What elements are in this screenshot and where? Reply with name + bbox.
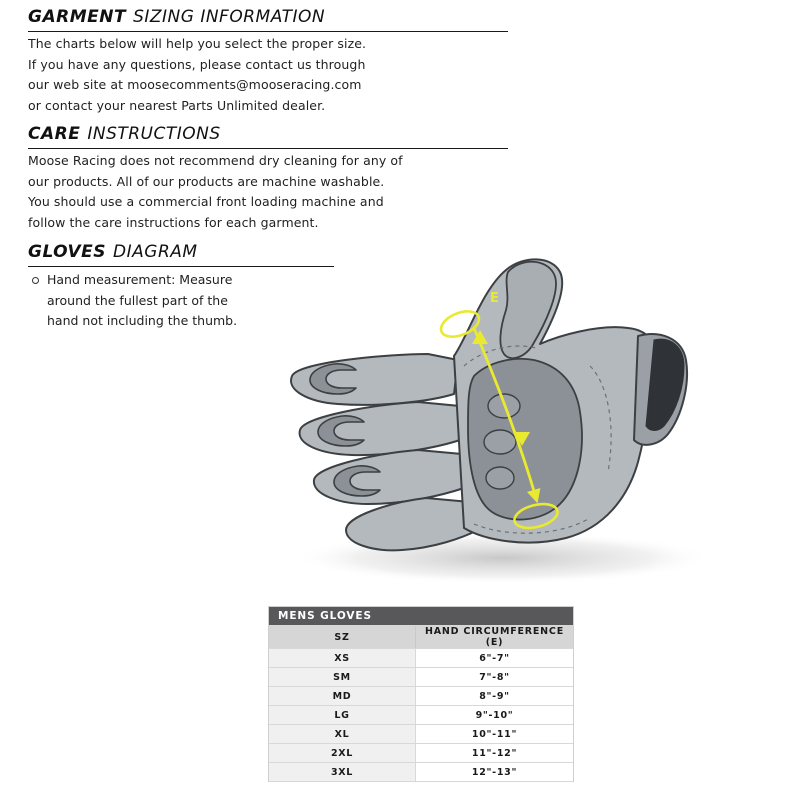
garment-line-1: The charts below will help you select the proper size. [28, 36, 367, 51]
table-row [269, 649, 573, 668]
mens-gloves-size-table [268, 606, 574, 782]
table-row [269, 725, 573, 744]
hand-measurement-text: Hand measurement: Measure around the fullest part of the hand not including the thumb. [47, 272, 238, 328]
measure-label: E [490, 291, 499, 306]
table-row [269, 744, 573, 763]
column-header-size: SZ [269, 626, 416, 649]
care-heading-light: INSTRUCTIONS [87, 124, 221, 144]
care-line-3: You should use a commercial front loading machine and [28, 194, 384, 209]
gloves-heading-bold: GLOVES [28, 242, 107, 262]
care-section-heading [28, 124, 221, 144]
garment-section-heading [28, 7, 325, 27]
table-row [269, 763, 573, 782]
size-cell: XL [269, 725, 416, 744]
circumference-cell: 9"-10" [416, 706, 574, 725]
garment-paragraph [28, 34, 366, 116]
size-cell: SM [269, 668, 416, 687]
care-line-4: follow the care instructions for each garment. [28, 214, 319, 230]
size-cell: 2XL [269, 744, 416, 763]
table-row [269, 668, 573, 687]
circumference-cell: 10"-11" [416, 725, 574, 744]
bullet-dot-icon [32, 277, 39, 284]
table-row [269, 687, 573, 706]
garment-heading-rule [28, 31, 508, 32]
hand-measurement-bullet [32, 270, 272, 332]
circumference-cell: 7"-8" [416, 668, 574, 687]
garment-heading-light: SIZING INFORMATION [133, 7, 326, 27]
gloves-heading-light: DIAGRAM [113, 242, 198, 262]
size-cell: XS [269, 649, 416, 668]
circumference-cell: 8"-9" [416, 687, 574, 706]
gloves-section-heading [28, 242, 198, 262]
size-cell: MD [269, 687, 416, 706]
circumference-cell: 12"-13" [416, 763, 574, 782]
care-heading-bold: CARE [28, 124, 81, 144]
care-paragraph [28, 151, 403, 233]
table-header-row [269, 626, 573, 649]
glove-diagram [268, 236, 738, 596]
care-heading-rule [28, 148, 508, 149]
garment-line-3: our web site at moosecomments@mooseracing.com [28, 77, 362, 92]
knuckle-bump-2 [484, 430, 516, 454]
table-title: MENS GLOVES [269, 607, 573, 626]
garment-line-2: If you have any questions, please contact us through [28, 56, 366, 72]
column-header-circumference: HAND CIRCUMFERENCE (E) [416, 626, 574, 649]
table-row [269, 706, 573, 725]
circumference-cell: 11"-12" [416, 744, 574, 763]
garment-heading-bold: GARMENT [28, 7, 127, 27]
care-line-1: Moose Racing does not recommend dry cleaning for any of [28, 153, 403, 168]
knuckle-bump-3 [486, 467, 514, 489]
garment-line-4: or contact your nearest Parts Unlimited dealer. [28, 97, 326, 113]
size-cell: LG [269, 706, 416, 725]
table-title-row [269, 607, 573, 626]
circumference-cell: 6"-7" [416, 649, 574, 668]
size-cell: 3XL [269, 763, 416, 782]
care-line-2: our products. All of our products are machine washable. [28, 173, 385, 189]
